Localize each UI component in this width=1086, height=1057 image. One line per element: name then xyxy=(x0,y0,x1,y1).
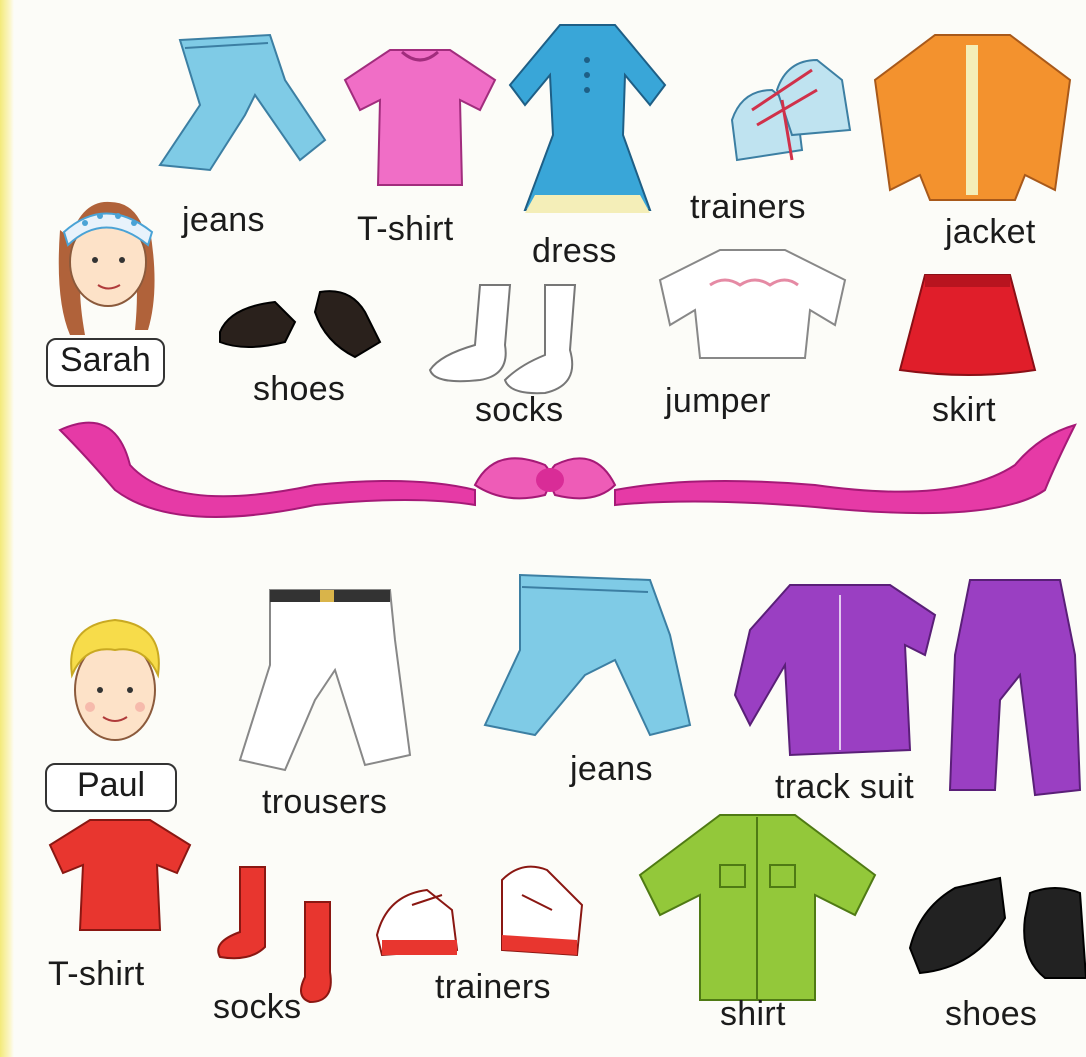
skirt-icon xyxy=(895,265,1040,380)
sarah-label-jeans: jeans xyxy=(182,201,265,239)
boy-face-icon xyxy=(60,615,170,750)
jeans-icon-paul xyxy=(480,565,695,750)
paul-label-shirt: shirt xyxy=(720,995,786,1033)
dress-icon xyxy=(505,15,670,220)
paul-label-shoes: shoes xyxy=(945,995,1038,1033)
sarah-label-trainers: trainers xyxy=(690,188,806,226)
jumper-icon xyxy=(650,240,855,365)
paul-label-jeans: jeans xyxy=(570,750,653,788)
paul-name-tag: Paul xyxy=(45,763,177,812)
tshirt-icon xyxy=(340,40,500,190)
socks-icon-paul xyxy=(210,862,360,1007)
paul-label-trainers: trainers xyxy=(435,968,551,1006)
paul-label-tshirt: T-shirt xyxy=(48,955,145,993)
girl-face-icon xyxy=(40,190,170,340)
sarah-label-jumper: jumper xyxy=(665,382,771,420)
tshirt-icon-paul xyxy=(45,815,195,935)
paul-label-socks: socks xyxy=(213,988,302,1026)
sarah-label-shoes: shoes xyxy=(253,370,346,408)
trainers-icon-paul xyxy=(372,855,592,970)
paul-label-track-suit: track suit xyxy=(775,768,915,806)
sarah-label-dress: dress xyxy=(532,232,617,270)
ribbon-bow-icon xyxy=(55,391,1085,555)
jacket-icon xyxy=(865,25,1080,205)
paul-label-trousers: trousers xyxy=(262,783,388,821)
trainers-icon xyxy=(722,50,857,180)
sarah-name-tag: Sarah xyxy=(46,338,165,387)
shoes-icon-paul xyxy=(905,868,1086,983)
trousers-icon xyxy=(225,580,420,780)
sarah-label-tshirt: T-shirt xyxy=(357,210,454,248)
shirt-icon xyxy=(630,805,885,1005)
sarah-label-jacket: jacket xyxy=(945,213,1036,251)
socks-icon xyxy=(425,275,620,405)
page-edge xyxy=(0,0,14,1057)
shoes-icon xyxy=(215,282,385,362)
jeans-icon xyxy=(150,20,340,180)
sarah-label-skirt: skirt xyxy=(932,391,996,429)
sarah-label-socks: socks xyxy=(475,391,564,429)
